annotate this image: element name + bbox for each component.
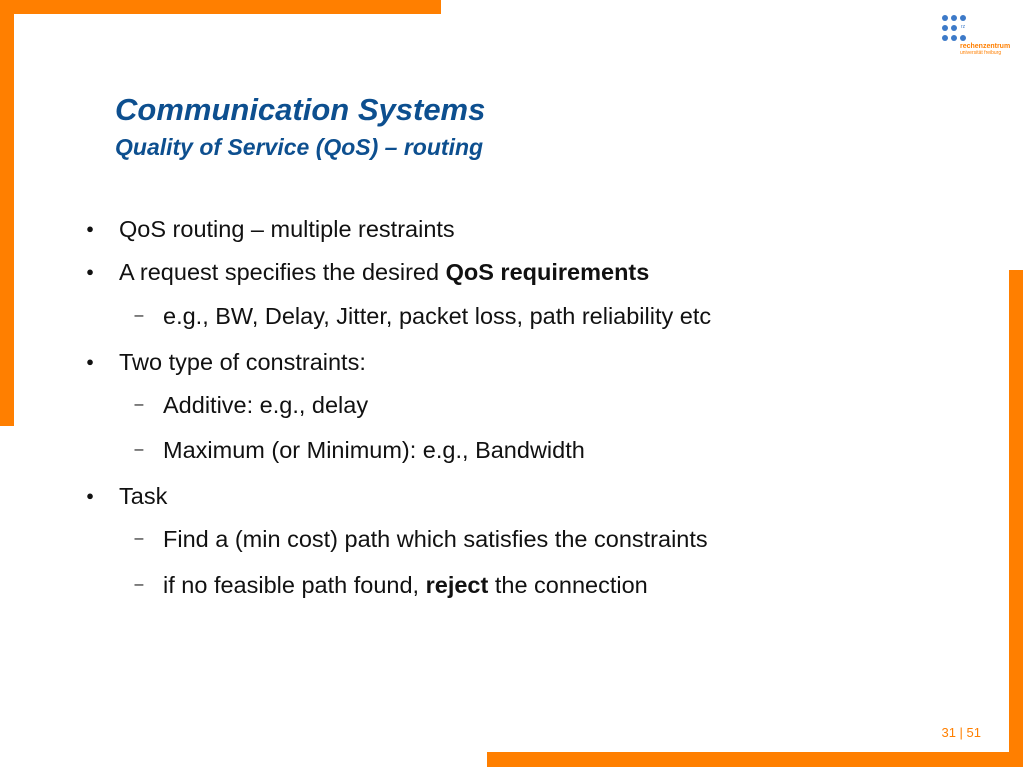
dash-marker-icon: –	[134, 530, 144, 547]
sub-bullet-item	[134, 391, 369, 419]
sub-bullet-trailing-text: the connection	[488, 572, 648, 598]
page-number: 31 | 51	[941, 725, 981, 740]
bullet-text: A request specifies the desired	[119, 259, 446, 285]
logo-rz-label: rz	[961, 24, 966, 30]
sub-bullet-text: if no feasible path found,	[163, 572, 426, 598]
sub-bullet-item	[134, 302, 712, 330]
dash-marker-icon: –	[134, 396, 144, 413]
dash-marker-icon: –	[134, 576, 144, 593]
slide-title: Communication Systems	[115, 92, 486, 127]
sub-bullet-item	[134, 571, 648, 599]
bullet-item	[86, 215, 455, 243]
bullet-bold-text: QoS requirements	[445, 259, 650, 285]
sub-bullet-text: Maximum (or Minimum): e.g., Bandwidth	[163, 437, 585, 463]
sub-bullet-text: e.g., BW, Delay, Jitter, packet loss, path reliability etc	[163, 303, 712, 329]
bullet-marker-icon: ●	[86, 354, 94, 369]
dash-marker-icon: –	[134, 307, 144, 324]
sub-bullet-bold-text: reject	[425, 572, 489, 598]
bullet-text: Two type of constraints:	[119, 349, 366, 375]
sub-bullet-text: Find a (min cost) path which satisfies the constraints	[163, 526, 708, 552]
logo-subtitle: universität freiburg	[960, 49, 1002, 56]
bullet-marker-icon: ●	[86, 264, 94, 279]
bullet-text: Task	[119, 483, 168, 509]
dash-marker-icon: –	[134, 441, 144, 458]
logo-name: rechenzentrum	[960, 43, 1011, 50]
bullet-marker-icon: ●	[86, 488, 94, 503]
bullet-text: QoS routing – multiple restraints	[119, 216, 455, 242]
sub-bullet-text: Additive: e.g., delay	[163, 392, 369, 418]
bullet-item	[86, 482, 168, 510]
bullet-item	[86, 348, 366, 376]
slide-subtitle: Quality of Service (QoS) – routing	[115, 134, 484, 160]
bullet-marker-icon: ●	[86, 221, 94, 236]
sub-bullet-item	[134, 436, 585, 464]
sub-bullet-item	[134, 525, 708, 553]
bullet-item	[86, 258, 650, 286]
